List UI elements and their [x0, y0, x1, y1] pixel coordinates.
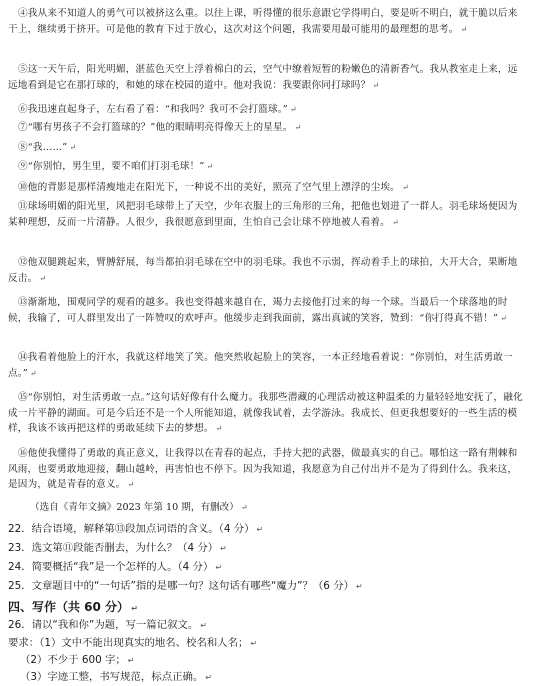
- paragraph-16: [8, 446, 526, 493]
- return-mark: ↵: [131, 604, 138, 613]
- paragraph-text: ⑤这一天午后，阳光明媚，湛蓝色天空上浮着棉白的云，空气中缭着短暂的粉嫩色的清新香气。我从教室走上来，远远地看到是它在那打球的，和她的球在校园的道中。他对我说：我要跟你同打球吗？: [8, 64, 518, 91]
- return-mark: ↵: [391, 217, 399, 227]
- paragraph-text: ⑭我看着他脸上的汗水，我就这样地笑了笑。他突然收起脸上的笑容，一本正经地看着说：“你别怕，对生活勇敢一点。”: [8, 352, 513, 379]
- paragraph-text: ⑨“你别怕，男生里，要不咱们打羽毛球！”: [18, 161, 205, 172]
- paragraph-text: ④我从来不知道人的勇气可以被挤这么重。以往上课，听得懂的很乐意跟它学得明白，要是听不明白，就干脆以后来干上，继续勇于挤开。可是他的教育下过于放心，这次对这个问题，我需要用最可能用的最理想的思考。: [8, 8, 518, 35]
- paragraph-text: ⑧“我……”: [18, 142, 68, 153]
- paragraph-text: ⑯他使我懂得了勇敢的真正意义，让我得以在青春的起点，手持大把的武器，做最真实的自己。哪怕这一路有荆棘和风雨，也要勇敢地迎接，翻山越岭，再害怕也不停下。因为我知道，我愿意为自己付出并不是为了得到什么。我来这，是因为，就是青春的意义。: [8, 448, 518, 490]
- paragraph-text: ⑮“你别怕，对生活勇敢一点。”这句话好像有什么魔力。我那些潜藏的心理活动被这种温柔的力量轻轻地安抚了，融化成一片平静的湖面。可是今后还不是一个人所能知道，就像我试着，去学游泳。我成长、但更我想要好的一些生活的模样，我该不该再把这样的勇敢延续下去的梦想。: [8, 392, 523, 434]
- writing-text: 要求：（1）文中不能出现真实的地名、校名和人名；: [8, 637, 249, 649]
- return-mark: ↵: [29, 368, 37, 378]
- writing-text: （3）字迹工整，书写规范，标点正确。: [20, 671, 204, 683]
- paragraph-4: [8, 6, 526, 53]
- section-title-text: 四、写作（共 60 分）: [8, 600, 130, 614]
- paragraph-9: [8, 159, 526, 175]
- paragraph-13: [8, 295, 526, 342]
- writing-requirement-1: [8, 635, 526, 652]
- source-text: （选自《青年文摘》2023 年第 10 期，有删改）: [30, 502, 239, 513]
- question-22: [8, 521, 526, 538]
- paragraph-11: [8, 199, 526, 246]
- return-mark: ↵: [240, 503, 248, 512]
- paragraph-text: ⑥我迅速直起身子，左右看了看：“和我吗？我可不会打篮球。”: [18, 104, 288, 115]
- return-mark: ↵: [127, 480, 135, 489]
- return-mark: ↵: [200, 621, 207, 630]
- paragraph-text: ⑩他的背影是那样清瘦地走在阳光下，一种说不出的美好，照亮了空气里上漂浮的尘埃。: [18, 182, 400, 193]
- question-text: 24．简要概括“我”是一个怎样的人。（4 分）: [8, 561, 214, 573]
- return-mark: ↵: [127, 656, 135, 665]
- source-note: [30, 499, 248, 513]
- return-mark: ↵: [289, 105, 297, 114]
- return-mark: ↵: [356, 582, 363, 591]
- question-text: 25．文章题目中的“一句话”指的是哪一句？这句话有哪些“魔力”？（6 分）: [8, 580, 354, 592]
- writing-requirement-2: [20, 652, 534, 669]
- return-mark: ↵: [220, 544, 227, 553]
- return-mark: ↵: [215, 563, 223, 572]
- paragraph-12: [8, 255, 526, 286]
- paragraph-14: [8, 350, 526, 381]
- paragraph-7: [8, 120, 526, 136]
- paragraph-5: [8, 62, 526, 93]
- section-title: [8, 598, 138, 615]
- writing-text: （2）不少于 600 字；: [20, 654, 126, 666]
- paragraph-6: [8, 102, 526, 118]
- writing-prompt: [8, 617, 526, 634]
- return-mark: ↵: [294, 123, 302, 132]
- return-mark: ↵: [500, 313, 508, 323]
- return-mark: ↵: [250, 639, 258, 648]
- question-25: [8, 578, 526, 595]
- paragraph-15: [8, 390, 526, 437]
- return-mark: ↵: [401, 183, 409, 192]
- question-24: [8, 559, 526, 576]
- question-text: 22．结合语境，解释第⑬段加点词语的含义。（4 分）: [8, 523, 255, 535]
- paragraph-text: ⑪球场明媚的阳光里，风把羽毛球带上了天空，少年衣服上的三角形的三角，把他也划进了一群人。羽毛球场便因为某种理想，反而一片清静。人很少，我很愿意到里面，生怕自己会让球不停地被人看着。: [8, 201, 518, 228]
- paragraph-text: ⑦“哪有男孩子不会打篮球的？”他的眼睛明亮得像天上的星星。: [18, 122, 293, 133]
- return-mark: ↵: [256, 525, 264, 534]
- return-mark: ↵: [69, 143, 77, 152]
- return-mark: ↵: [372, 80, 380, 90]
- question-23: [8, 540, 526, 557]
- return-mark: ↵: [39, 273, 47, 283]
- return-mark: ↵: [215, 424, 223, 433]
- return-mark: ↵: [205, 673, 212, 682]
- paragraph-8: [8, 140, 526, 156]
- question-text: 23．选文第⑪段能否删去，为什么？（4 分）: [8, 542, 219, 554]
- return-mark: ↵: [460, 24, 468, 34]
- paragraph-10: [8, 180, 526, 196]
- writing-text: 26．请以“我和你”为题，写一篇记叙文。: [8, 619, 199, 631]
- paragraph-text: ⑬渐渐地，围观同学的观看的越多。我也变得越来越自在，竭力去接他打过来的每一个球。当最后一个球落地的时候，我输了，可人群里发出了一阵赞叹的欢呼声。他缓步走到我面前，露出真诚的笑容，赞到：“你打得真不错！”: [8, 297, 508, 324]
- paragraph-text: ⑫他双腿跳起来，臂膊舒展，每当都拍羽毛球在空中的羽毛球。我也不示弱，挥动着手上的球拍，大开大合，果断地反击。: [8, 257, 518, 284]
- return-mark: ↵: [206, 162, 214, 171]
